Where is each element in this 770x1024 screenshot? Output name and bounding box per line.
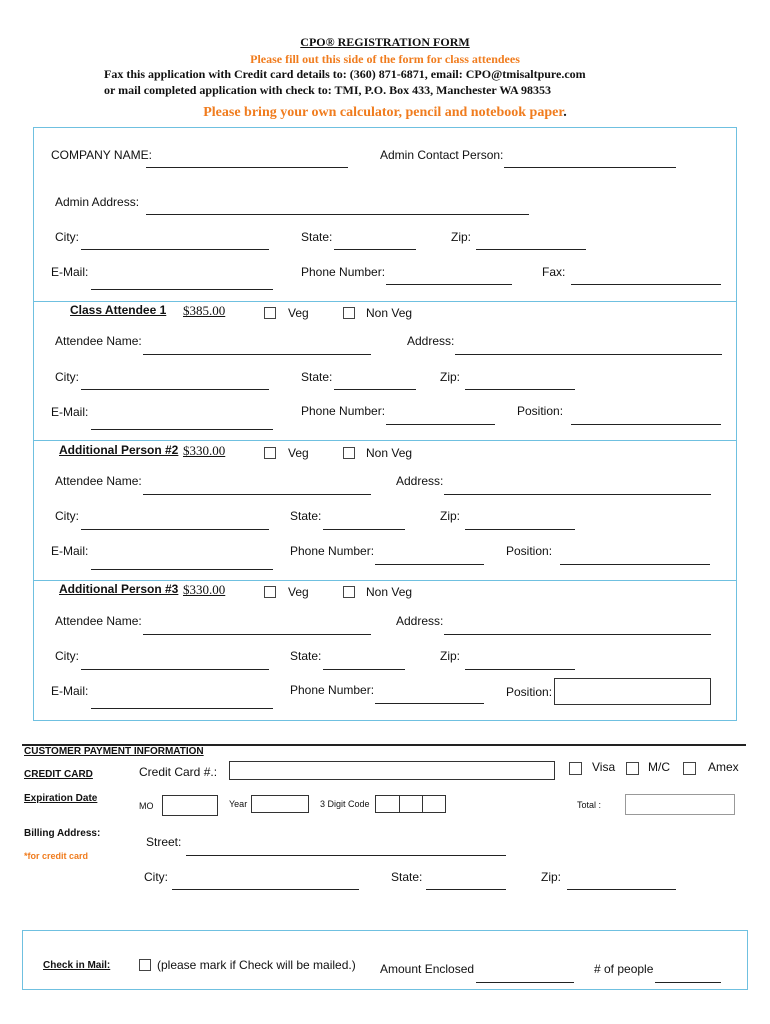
check-in-mail-label: Check in Mail: — [43, 960, 111, 971]
attendee-2-nonveg-checkbox[interactable] — [343, 447, 355, 459]
city-label: City: — [55, 509, 79, 523]
phone-label: Phone Number: — [290, 544, 375, 558]
attendee-2-city-field[interactable] — [81, 529, 269, 530]
company-name-label: COMPANY NAME: — [51, 148, 152, 162]
zip-label: Zip: — [440, 370, 461, 384]
attendee-1-title: Class Attendee 1 — [70, 303, 167, 317]
billing-city-field[interactable] — [172, 889, 359, 890]
attendee-2-veg-checkbox[interactable] — [264, 447, 276, 459]
attendee-1-email-field[interactable] — [91, 429, 273, 430]
attendee-1-position-field[interactable] — [571, 424, 721, 425]
amex-label: Amex — [708, 760, 739, 774]
position-label: Position: — [506, 685, 553, 699]
fax-field[interactable] — [571, 284, 721, 285]
attendee-name-label: Attendee Name: — [55, 614, 142, 628]
admin-contact-field[interactable] — [504, 167, 676, 168]
state-field[interactable] — [334, 249, 416, 250]
billing-city-label: City: — [144, 870, 168, 884]
payment-section-title: CUSTOMER PAYMENT INFORMATION — [24, 746, 204, 757]
billing-state-field[interactable] — [426, 889, 506, 890]
billing-street-field[interactable] — [186, 855, 506, 856]
attendee-2-title: Additional Person #2 — [59, 443, 179, 457]
mo-label: MO — [139, 801, 154, 811]
street-label: Street: — [146, 835, 182, 849]
attendee-1-nonveg-checkbox[interactable] — [343, 307, 355, 319]
position-label: Position: — [517, 404, 564, 418]
cvv-divider — [422, 795, 423, 813]
billing-address-label: Billing Address: — [24, 828, 101, 839]
veg-label: Veg — [288, 306, 309, 320]
cvv-label: 3 Digit Code — [320, 799, 370, 809]
fax-instructions: Fax this application with Credit card details to: (360) 871-6871, email: CPO@tmisaltpure.com — [104, 67, 586, 81]
zip-label: Zip: — [440, 509, 461, 523]
state-label: State: — [290, 509, 322, 523]
amount-enclosed-field[interactable] — [476, 982, 574, 983]
nonveg-label: Non Veg — [366, 446, 413, 460]
attendee-3-nonveg-checkbox[interactable] — [343, 586, 355, 598]
divider — [33, 440, 737, 441]
attendee-name-label: Attendee Name: — [55, 474, 142, 488]
address-label: Address: — [396, 474, 444, 488]
email-field[interactable] — [91, 289, 273, 290]
state-label: State: — [301, 230, 333, 244]
mc-label: M/C — [648, 760, 670, 774]
city-label: City: — [55, 370, 79, 384]
attendee-2-phone-field[interactable] — [375, 564, 484, 565]
veg-label: Veg — [288, 585, 309, 599]
phone-label: Phone Number: — [301, 265, 386, 279]
company-name-field[interactable] — [146, 167, 348, 168]
num-people-label: # of people — [594, 962, 654, 976]
attendee-3-address-field[interactable] — [444, 634, 711, 635]
total-label: Total : — [577, 800, 602, 810]
zip-label: Zip: — [440, 649, 461, 663]
check-mail-checkbox[interactable] — [139, 959, 151, 971]
form-title: CPO® REGISTRATION FORM — [300, 35, 470, 49]
city-label: City: — [55, 649, 79, 663]
attendee-3-zip-field[interactable] — [465, 669, 575, 670]
attendee-1-state-field[interactable] — [334, 389, 416, 390]
exp-month-input[interactable] — [162, 795, 218, 816]
attendee-2-state-field[interactable] — [323, 529, 405, 530]
attendee-1-name-field[interactable] — [143, 354, 371, 355]
cvv-divider — [399, 795, 400, 813]
email-label: E-Mail: — [51, 544, 89, 558]
attendee-name-label: Attendee Name: — [55, 334, 142, 348]
billing-zip-label: Zip: — [541, 870, 562, 884]
billing-state-label: State: — [391, 870, 423, 884]
credit-card-label: CREDIT CARD — [24, 769, 93, 780]
attendee-2-position-field[interactable] — [560, 564, 710, 565]
visa-label: Visa — [592, 760, 616, 774]
attendee-2-zip-field[interactable] — [465, 529, 575, 530]
attendee-1-city-field[interactable] — [81, 389, 269, 390]
admin-contact-label: Admin Contact Person: — [380, 148, 504, 162]
num-people-field[interactable] — [655, 982, 721, 983]
card-number-input[interactable] — [229, 761, 555, 780]
cvv-input[interactable] — [375, 795, 446, 813]
attendee-1-zip-field[interactable] — [465, 389, 575, 390]
attendee-2-email-field[interactable] — [91, 569, 273, 570]
admin-address-label: Admin Address: — [55, 195, 140, 209]
attendee-2-price: $330.00 — [183, 443, 226, 458]
attendee-2-address-field[interactable] — [444, 494, 711, 495]
city-field[interactable] — [81, 249, 269, 250]
state-label: State: — [301, 370, 333, 384]
billing-zip-field[interactable] — [567, 889, 676, 890]
attendee-1-phone-field[interactable] — [386, 424, 495, 425]
check-box — [22, 930, 748, 990]
card-number-label: Credit Card #.: — [139, 765, 218, 779]
address-label: Address: — [407, 334, 455, 348]
year-label: Year — [229, 799, 248, 809]
mail-instructions: or mail completed application with check to: TMI, P.O. Box 433, Manchester WA 98353 — [104, 83, 551, 97]
amex-checkbox[interactable] — [683, 762, 696, 775]
form-subtitle: Please fill out this side of the form for class attendees — [250, 52, 520, 66]
veg-label: Veg — [288, 446, 309, 460]
email-label: E-Mail: — [51, 684, 89, 698]
attendee-3-city-field[interactable] — [81, 669, 269, 670]
attendee-3-email-field[interactable] — [91, 708, 273, 709]
attendee-3-veg-checkbox[interactable] — [264, 586, 276, 598]
admin-address-field[interactable] — [146, 214, 529, 215]
attendee-3-state-field[interactable] — [323, 669, 405, 670]
mc-checkbox[interactable] — [626, 762, 639, 775]
divider — [33, 301, 737, 302]
amount-enclosed-label: Amount Enclosed — [380, 962, 475, 976]
attendee-3-title: Additional Person #3 — [59, 582, 179, 596]
expiration-label: Expiration Date — [24, 793, 98, 804]
attendee-2-name-field[interactable] — [143, 494, 371, 495]
attendee-3-position-input[interactable] — [554, 678, 711, 705]
attendee-3-price: $330.00 — [183, 582, 226, 597]
attendee-1-address-field[interactable] — [455, 354, 722, 355]
fax-label: Fax: — [542, 265, 566, 279]
billing-note: *for credit card — [24, 851, 89, 861]
attendee-1-veg-checkbox[interactable] — [264, 307, 276, 319]
address-label: Address: — [396, 614, 444, 628]
attendee-3-phone-field[interactable] — [375, 703, 484, 704]
attendee-1-price: $385.00 — [183, 303, 226, 318]
email-label: E-Mail: — [51, 265, 89, 279]
phone-label: Phone Number: — [301, 404, 386, 418]
visa-checkbox[interactable] — [569, 762, 582, 775]
total-input[interactable] — [625, 794, 735, 815]
bring-note: Please bring your own calculator, pencil and notebook paper. — [203, 105, 567, 120]
attendee-3-name-field[interactable] — [143, 634, 371, 635]
nonveg-label: Non Veg — [366, 306, 413, 320]
zip-label: Zip: — [451, 230, 472, 244]
position-label: Position: — [506, 544, 553, 558]
email-label: E-Mail: — [51, 405, 89, 419]
zip-field[interactable] — [476, 249, 586, 250]
state-label: State: — [290, 649, 322, 663]
city-label: City: — [55, 230, 79, 244]
phone-field[interactable] — [386, 284, 512, 285]
nonveg-label: Non Veg — [366, 585, 413, 599]
check-note: (please mark if Check will be mailed.) — [157, 958, 356, 972]
divider — [33, 580, 737, 581]
phone-label: Phone Number: — [290, 683, 375, 697]
exp-year-input[interactable] — [251, 795, 309, 813]
